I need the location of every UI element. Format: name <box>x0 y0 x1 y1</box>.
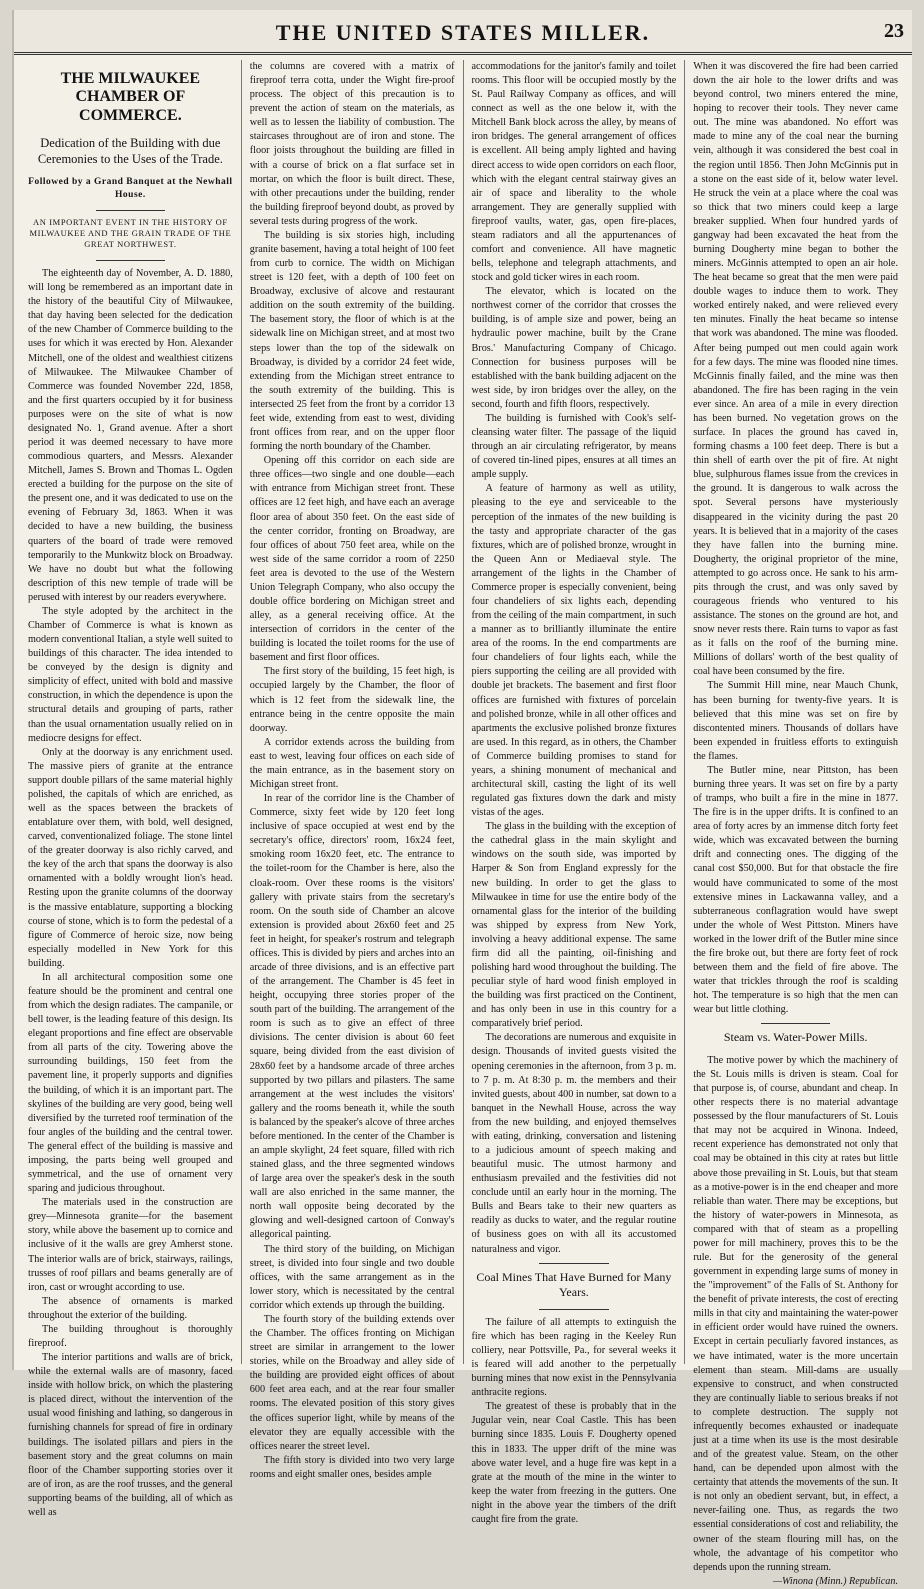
masthead <box>14 10 912 55</box>
column-3 <box>464 60 686 1525</box>
paragraph: The greatest of these is probably that in the Jugular vein, near Coal Castle. This has been burning since 1835. Louis F. Dougherty opened this in 1833. The upper drift of the mine was above water level, and a huge fire was kept in a grate at the mouth of the mine in the winter to keep the water from freezing in the gutters. One night in the above year the timbers of the drift caught fire from the grate. <box>471 1401 677 1525</box>
masthead-title: THE UNITED STATES MILLER. <box>275 20 651 45</box>
column-container <box>20 60 906 1587</box>
divider <box>96 260 166 261</box>
paragraph: The building is furnished with Cook's self-cleansing water filter. The passage of the liquid through an air circulating refrigerator, by means of covered tin-lined pipes, ensures at all times an ample supply. <box>471 412 677 481</box>
paragraph: A feature of harmony as well as utility, pleasing to the eye and serviceable to the perception of the inmates of the new building is the tasty and appropriate character of the gas fixtures, which are of polished bronze, wrought in the Queen Ann or Mediaeval style. The arrangement of the lights in the Chamber of Commerce proper is especially convenient, being four chandeliers of six lights each, depending from the ceiling of the main compartment, in such a manner as to brilliantly illuminate the entire area of the rooms. In the end compartments are four chandeliers of four lights each, while the piers supporting the ceiling are all provided with double jet brackets. The basement and first floor offices are furnished with fixtures of porcelain and polished bronze, while in all other offices and apartments the exclusive polished bronze fixtures are used. In this regard, as in others, the Chamber of Commerce building promises to stand for years, a shining monument of mechanical and architectural skill, casting the light of its well regulated gas fixtures down the dark and misty vistas of the ages. <box>471 483 677 819</box>
article-deck: Followed by a Grand Banquet at the Newhall House. <box>28 176 233 200</box>
paragraph: The style adopted by the architect in the Chamber of Commerce is what is known as modern conventional Italian, a style well suited to buildings of this character. The idea intended to be conveyed by the design is dignity and simplicity of effect, united with bold and massive construction, in which the dependence is upon the structural details and grouping of parts, rather than the usual ornamentation usually relied on in mediocre designs for effect. <box>28 605 233 744</box>
paragraph: The decorations are numerous and exquisite in design. Thousands of invited guests visited the opening ceremonies in the afternoon, from 3 p. m. to 7 p. m. At 8:30 p. m. the members and their invited guests, about 400 in number, sat down to a banquet in the Newhall House, across the way from the new building, and enjoyed themselves with eating, drinking, conversation and listening to a judicious amount of speech making and beautiful music. The utmost harmony and enthusiasm prevailed and the festivities did not conclude until an early hour in the morning. The Bulls and Bears take to their new quarters as readily as ducks to water, and the regular routine of business goes on with all its accustomed naturalness and vigor. <box>471 1032 677 1255</box>
paragraph: The Summit Hill mine, near Mauch Chunk, has been burning for twenty-five years. It is believed that this mine was set on fire by discontented miners. Thousands of dollars have been expended in fruitless efforts to extinguish the flames. <box>693 680 898 762</box>
paragraph: The glass in the building with the exception of the cathedral glass in the main skylight and windows on the south side, was imported by Harper & Son from England expressly for the new building. In order to get the glass to Milwaukee in time for use the entire body of the ornamental glass for the interior of the building was shipped by express from New York, involving a heavy additional expense. The same firm did all the painting, oil-finishing and polishing hard wood throughout the building. The peculiar style of hard wood finish employed in the building was first practiced on the Continent, and has only been in use in this country for a comparatively brief period. <box>471 821 677 1030</box>
divider <box>539 1309 609 1310</box>
column-2 <box>242 60 464 1480</box>
paragraph: The first story of the building, 15 feet high, is occupied largely by the Chamber, the floor of which is 12 feet from the sidewalk line, the entrance being in the centre opposite the main doorway. <box>249 666 455 734</box>
paragraph: The failure of all attempts to extinguish the fire which has been raging in the Keeley Run colliery, near Pottsville, Pa., for several weeks it is feared will add another to the perpetually burning mines that now exist in the Pennsylvania anthracite regions. <box>471 1316 677 1399</box>
paragraph: A corridor extends across the building from east to west, leaving four offices on each side of the main entrance, as in the basement story on Michigan street front. <box>249 736 455 790</box>
divider <box>761 1023 831 1024</box>
column-1 <box>20 60 242 1518</box>
article-headline: Steam vs. Water-Power Mills. <box>723 1030 868 1045</box>
paragraph: The eighteenth day of November, A. D. 1880, will long be remembered as an important date in the history of the beautiful City of Milwaukee, that day having been selected for the dedication of the new Chamber of Commerce building to the uses for which it was erected by Hon. Alexander Mitchell, one of the oldest and wealthiest citizens of Milwaukee. The Milwaukee Chamber of Commerce was founded November 22d, 1858, and the first quarters occupied by it for business purposes were on the site of what is now designated No. 1, Grand avenue. After a short period it was deemed necessary to have more commodious quarters, and Messrs. Alexander Mitchell, James S. Brown and Thomas L. Ogden erected a building for the purpose on the site of the present one, and it was dedicated to use on the evening of February 3d, 1863. When it was decided to have a new building, the business quarters of the board of trade were removed temporarily to the Munkwitz block on Broadway. We have no doubt but what the following description of this new temple of trade will be perused with interest by our readers everywhere. <box>28 268 233 603</box>
paragraph: The interior partitions and walls are of brick, while the external walls are of masonry, faced inside with hollow brick, on which the plastering is placed direct, without the intervention of the usual wood finishing and lathing, so dangerous in furnishing channels for spread of fire in ordinary buildings. The isolated pillars and piers in the basement story and the great columns on main floor of the Chamber supporting stories over it are of iron, as are the roof trusses, and the general supporting beams of the building, all of which as well as <box>28 1352 233 1518</box>
paragraph: The elevator, which is located on the northwest corner of the corridor that crosses the building, is of ample size and power, being an hydraulic power machine, built by the Crane Bros.' Manufacturing Company of Chicago. Connection for business purposes will be established with the bank building adjacent on the west side, by iron bridges over the alley, on the second, fourth and fifth floors, respectively. <box>471 286 677 410</box>
article-headline: THE MILWAUKEE CHAMBER OF COMMERCE. <box>60 70 201 124</box>
divider <box>539 1263 609 1264</box>
newspaper-page <box>12 10 912 1587</box>
paragraph: The building throughout is thoroughly fireproof. <box>28 1323 233 1349</box>
paragraph: The absence of ornaments is marked throughout the exterior of the building. <box>28 1295 233 1321</box>
column-4 <box>685 60 906 1587</box>
paragraph: The third story of the building, on Michigan street, is divided into four single and two double offices, with the same arrangement as in the lower story, which is necessitated by the central corridor which extends up through the building. <box>249 1243 455 1311</box>
paragraph: The Butler mine, near Pittston, has been burning three years. It was set on fire by a party of tramps, who built a fire in the mine in 1877. The fire is in the upper drifts. It is confined to an area of forty acres by an immense ditch forty feet wide, which was excavated between the burning drift and connecting ones. The digging of the canal cost $50,000. But for that obstacle the fire would have communicated to some of the most extensive mines in Lackawanna valley, and a subterraneous conflagration would have swept under the whole of West Pittston. Miners have worked in the lower drift of the Butler mine since the fire broke out, but there are forty feet of rock between them and the field of fire above. The water that trickles through the roof is scalding hot. The temperature is so high that the men can wear but little clothing. <box>693 764 898 1016</box>
article-deck-2: AN IMPORTANT EVENT IN THE HISTORY OF MILWAUKEE AND THE GRAIN TRADE OF THE GREAT NORTHWEST. <box>29 216 232 249</box>
paragraph: The building is six stories high, including granite basement, having a total height of 100 feet from curb to cornice. The width on Michigan street is 120 feet, with a depth of 100 feet on Broadway, exclusive of alcove and restaurant addition on the south extremity of the building. The basement story, the floor of which is at the sidewalk line on Michigan street, and at most two steps lower than the top of the sidewalk on Broadway, is divided by a corridor 24 feet wide, extending from the Michigan street entrance to the south extremity of the building. This is intersected 25 feet from the front by a corridor 13 feet wide, extending from east to west, dividing front offices from rear, and on the upper floor forming the north boundary of the Chamber. <box>249 229 455 453</box>
divider <box>96 210 166 211</box>
paragraph: When it was discovered the fire had been carried down the air hole to the lower drifts and was beyond control, two miners entered the mine, hoping to recover their tools. They never came out. The mine was abandoned. No effort was made to mine any of the coal near the burning vein, although it was considered the best coal in the region until 1856. Then John McGinnis put in a stone on the east side of it, below water level. He struck the vein at a place where the coal was so thick that two miners could keep a large breaker supplied. When four hundred yards of gangway had been excavated the heat from the burning Dougherty mine began to bother the miners. McGinnis attempted to open an air hole. The heat became so great that the men were paid double wages to induce them to work. They worked entirely naked, and were relieved every ten minutes. Finally the heat became so intense that work was abandoned. The mine was flooded. After being pumped out men could again work for a few days. The mine was flooded nine times. McGinnis finally failed, and the mine was then abandoned. The fire has been raging in the vein ever since. An area of a mile in every direction has been burned. No vegetation grows on the surface. In places the ground has caved in, forming chasms a 100 feet deep. There is but a thin shell of earth over the pit of fire. At night blue, sulphurous flames issue from the crevices in the ground. It is dangerous to walk across the spot. Several persons have mysteriously disappeared in the vicinity during the past 20 years. It is believed that in a majority of the cases they have fallen into the burning mine. Dougherty, the original proprietor of the mine, attempted to go across once. He sank to his arm-pits through the crust, and was only saved by courageous friends who ventured to his assistance. The stones on the ground are hot, and snow never rests there. Rain turns to vapor as fast as it falls on the roof of the burning mine. Millions of dollars' worth of the best quality of coal have been consumed by the fire. <box>693 61 898 678</box>
paragraph: The fourth story of the building extends over the Chamber. The offices fronting on Michigan street are similar in arrangement to the lower stories, while on the Broadway and alley side of the building are provided eight offices of about 600 feet area each, and at the rear four smaller rooms. The elevated position of this story gives the offices superior light, while by means of the elevator they are equally accessible with the offices nearer the street level. <box>249 1313 455 1452</box>
article-headline: Coal Mines That Have Burned for Many Years. <box>476 1269 672 1300</box>
paragraph: The motive power by which the machinery of the St. Louis mills is driven is steam. Coal for that purpose is, of course, abundant and cheap. In other respects there is no material advantage possessed by the flour manufacturers of St. Louis that may not be acquired in Winona. Indeed, recent experience has demonstrated not only that coal may be obtained in this city at rates but little above those prevailing in St. Louis, but that steam as a motive-power is in the end cheaper and more reliable than water. There may be exceptions, but the history of water-powers in Minnesota, as compared with that of steam as a propelling power for mill machinery, proves this to be the rule. But for the generosity of the general government in expending large sums of money in the "improvement" of the Falls of St. Anthony for the benefit of private interests, the cost of erecting mills in that city and maintaining the water-power in efficient order would have ruined the owners. Except in certain peculiarly favored instances, as we have intimated, water is the more uncertain element than steam. Mill-dams are usually expensive to construct, and when constructed they are continually liable to serious breaks if not to complete destruction. The supply not infrequently becomes exhausted or inadequate just at a time when its use is the most desirable and of the greatest value. Steam, on the other hand, can be depended upon almost with the certainty that attends the movements of the sun. It is not only an obedient servant, but, in effect, a never-failing one. Thus, as regards the two essential considerations of cost and reliability, the owner of the steam flouring mill has, on the whole, the advantage of his competitor who depends upon the running stream. <box>693 1054 898 1573</box>
paragraph: accommodations for the janitor's family and toilet rooms. This floor will be occupied mostly by the St. Paul Railway Company as offices, and will connect as well as the one below it, with the Mitchell Bank block across the alley, by means of iron bridges. The general arrangement of offices is excellent. All being amply lighted and having direct access to wide open corridors on each floor, which with the elegant central stairway gives an air of space and liberality to the whole arrangement. They are generally supplied with fireproof vaults, water, gas, open fire-places, steam radiators and all the appurtenances of comfort and convenience. All have magnetic bells, telephone and telegraph attachments, and stock and gold ticker wires in each room. <box>471 61 677 284</box>
paragraph: The materials used in the construction are grey—Minnesota granite—for the basement story, while above the basement up to cornice and inclusive of it the walls are grey Amherst stone. The interior walls are of brick, stairways, railings, trusses of roof pillars and beams generally are of iron, cast or wrought according to use. <box>28 1197 233 1293</box>
paragraph: the columns are covered with a matrix of fireproof terra cotta, under the Wight fire-proof process. The object of this precaution is to prevent the action of steam on the materials, as well as to lessen the liability of combustion. The staircases throughout are of iron and stone. The floor joists throughout the building are filled in with a course of brick on a flat surface set in mortar, on which the floor is built direct. These, with other precautions under the building, render the building fireproof beyond doubt, as proved by several tests during progress of the work. <box>249 61 455 227</box>
article-subhead: Dedication of the Building with due Ceremonies to the Uses of the Trade. <box>37 136 223 167</box>
paragraph: Only at the doorway is any enrichment used. The massive piers of granite at the entrance support double pillars of the same material highly polished, the capitals of which are enriched, as well as the spaces between the brackets of entablature over them, with bold, well designed, carved, conventionalized foliage. The stone lintel of the greater doorway is also richly carved, and the key of the arch that spans the doorway is also ornamented with a boldly wrought lion's head. Resting upon the granite columns of the doorway is the massive entablature, supporting a blocking course of stone, which is to form the pedestal of a figure of Commerce of heroic size, now being especially modelled in New York for this building. <box>28 746 233 969</box>
paragraph: The fifth story is divided into two very large rooms and eight smaller ones, besides ample <box>249 1454 455 1480</box>
page-number: 23 <box>884 20 904 42</box>
paragraph: Opening off this corridor on each side are three offices—two single and one double—each with entrance from Michigan street front. These offices are 12 feet high, and have each an average floor area of about 350 feet. On the east side of the center corridor, fronting on Broadway, are four offices of about 750 feet area, while on the west side of the same corridor a room of 2250 feet area is devoted to the use of the Western Union Telegraph Company, who also occupy the double office bordering on Michigan street and alley, as a general receiving office. At the intersection of corridors in the center of the building is located the toilet rooms for the use of basement and first floor offices. <box>249 455 455 664</box>
paragraph: In rear of the corridor line is the Chamber of Commerce, sixty feet wide by 120 feet long inclusive of space occupied at west end by the secretary's office, directors' room, 16x24 feet, smoking room 16x20 feet, etc. The entrance to the toilet-room for the Chamber is here, also the cloak-room. Over these rooms is the visitors' gallery with private stairs from the secretary's room. On the south side of Chamber an alcove extension is provided about 26x60 feet and 25 feet in height, for speaker's rostrum and telegraph offices. This is divided by piers and arches into an arcade of three divisions, and is an effective part of the arrangement. The Chamber is 45 feet in height, occupying three stories proper of the south part of the building. The arrangement of the room is such as to give an effect of three divisions. The center division is about 60 feet square, being divided from the east division of 28x60 feet by a handsome arcade of three arches supported by two pillars and pilasters. The same arrangement at the west includes the visitors' gallery and the rooms beneath it, while the south is balanced by the speaker's alcove of three arches before mentioned. In the center of the Chamber is an ample skylight, 24 feet square, filled with rich stained glass, and the three segmented windows of large area over the speaker's desk in the south wall are also enriched in the same manner, the north wall opposite being decorated by the glowing and well-designed cartoon of Conway's allegorical painting. <box>249 793 455 1241</box>
source-credit: —Winona (Minn.) Republican. <box>772 1575 898 1587</box>
paragraph: In all architectural composition some one feature should be the prominent and central one from which the design radiates. The campanile, or bell tower, is the leading feature of this design. Its elegant proportions and fine effect are observable from all parts of the city. Towering above the surrounding buildings, 150 feet from the pavement line, it properly supports and dignifies the building, of which it is an important part. The skylines of the building are very good, being well diversified by the turreted roof termination of the four angles of the building and the central tower. The general effect of the building is massive and imposing, the parts being well grouped and symmetrical, and the use of ornament very sparing and judicious throughout. <box>28 971 233 1195</box>
